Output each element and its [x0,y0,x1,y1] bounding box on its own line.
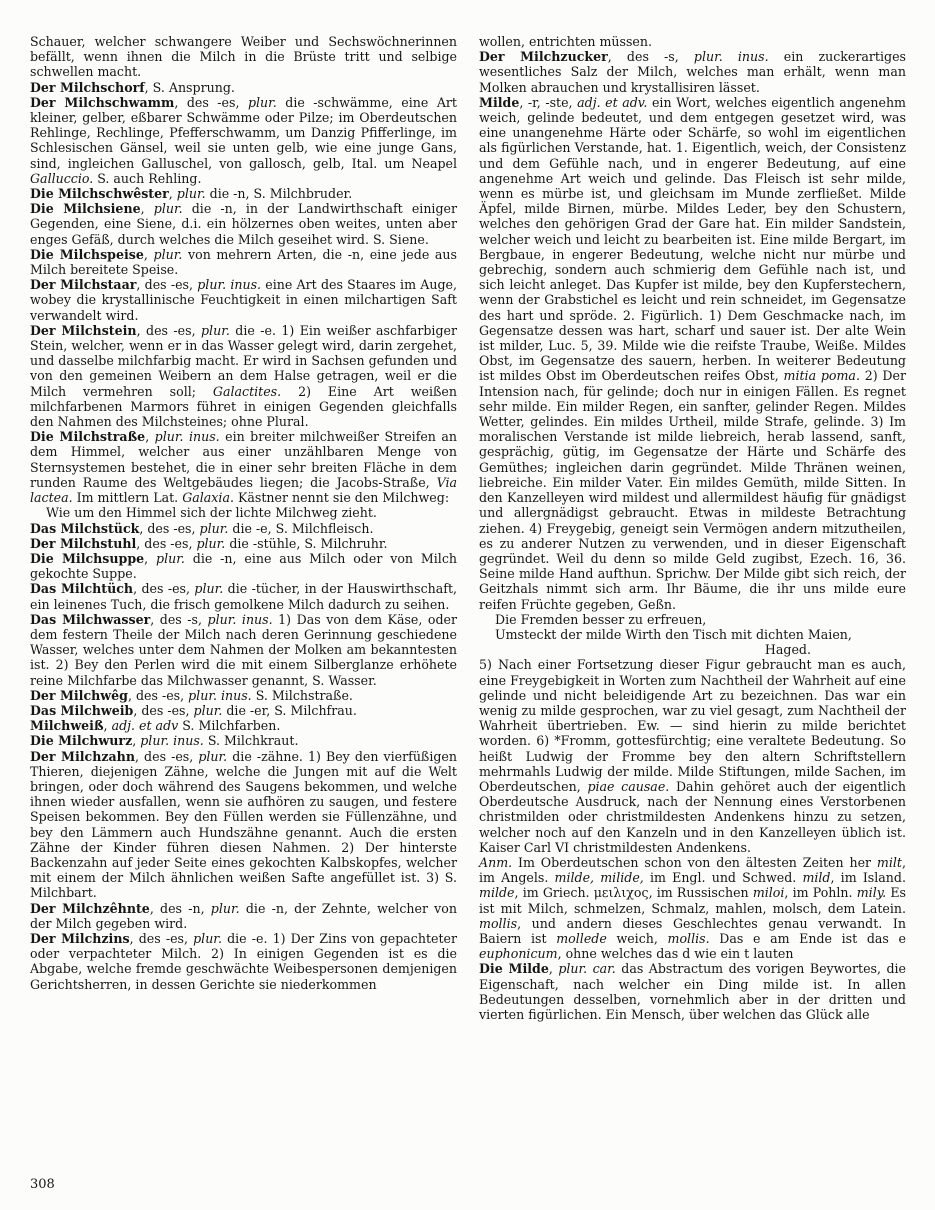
entry-milchweib [30,703,457,718]
text-run: 5) Nach einer Fortsetzung dieser Figur gebraucht man es auch, eine Freygebigkeit in Worten zum Nachtheil der Wahrheit auf eine gelinde und nicht beleidigende Art zu bezeichnen. Das war ein wenig zu milde gesprochen, war zu viel gesagt, zum Nachtheil der Wahrheit übertrieben. Ew. — sind hierin zu milde berichtet worden. 6) *Fromm, gottesfürchtig; eine veraltete Bedeutung. So heißt Ludwig der Fromme bey den altern Schriftstellern mehrmahls Ludwig der milde. Milde Stiftungen, milde Sachen, im Oberdeutschen, [479,657,906,794]
anmerkung-milde [479,855,906,961]
text-run: Das Milchstück [30,520,140,536]
text-run: plur. inus. [197,277,262,293]
text-run: plur. inus. [154,429,220,445]
text-run: , S. Ansprung. [144,79,235,95]
text-run: die -stühle, S. Milchruhr. [225,535,388,551]
text-run: , des -es, [139,520,200,536]
page-number: 308 [30,1177,55,1192]
text-run: , des -es, [174,94,248,110]
text-run: , des -s, [150,611,208,627]
text-run: eine Art des Staares im Auge, wobey die krystallinische Feuchtigkeit in einen milchartigen Saft verwandelt wird. [30,277,457,323]
text-run: , im Griech. μειλιχος, im Russischen [514,885,753,901]
entry-milchspeise [30,247,457,277]
para-continuation-wollen [479,34,906,49]
text-run: , ohne welches das d wie ein t lauten [557,946,794,962]
text-run: im Engl. und Schwed. [643,870,803,886]
text-run: Der Milchwêg [30,687,128,703]
entry-die-milde [479,961,906,1022]
entry-milchstein [30,323,457,429]
right-column [479,34,906,1022]
text-run: Das Milchtüch [30,581,134,597]
text-run: ein breiter milchweißer Streifen an dem Himmel, welcher aus einer unzählbaren Menge von Sternsystemen bestehet, die in einer sehr breiten Fläche in dem runden Raume des Weltgebäudes liegen; die Jacobs-Straße, [30,429,457,490]
text-run: milt [876,854,902,870]
text-run: Wie um den Himmel sich der lichte Milchweg zieht. [46,505,377,521]
text-run: Dahin gehöret auch der eigentlich Oberdeutsche Ausdruck, nach der Nennung eines Verstorbenen christmilden oder christmildesten Andenkens hinzu zu setzen, welcher noch auf den Kanzeln und in den Kanzelleyen üblich ist. Kaiser Carl VI christmildesten Andenkens. [479,778,907,855]
text-run: , des -s, [607,49,694,65]
text-run: miloi [752,885,785,901]
text-run: Das Milchwasser [30,611,151,627]
text-run: Das e am Ende ist das e [709,930,906,946]
entry-milchschorf [30,80,457,95]
verse-milchweg [30,505,457,520]
text-run: Es ist mit Milch, schmelzen, Schmalz, mahlen, molsch, dem Latein. [479,885,907,916]
text-run: Der Milchzucker [479,49,608,65]
text-run: , [132,733,141,749]
entry-milchschwamm [30,95,457,186]
text-run: Der Milchzins [30,930,130,946]
text-run: Der Milchzahn [30,748,135,764]
text-run: euphonicum [479,946,558,962]
text-run: plur. [198,748,228,764]
text-run: milde, milide, [554,870,644,886]
text-run: Galluccio. [30,170,94,186]
text-run: , [144,550,157,566]
text-run: Galactites. [212,383,282,399]
text-run: plur. [194,581,224,597]
text-run: die -er, S. Milchfrau. [222,702,357,718]
verse-attribution [479,642,906,657]
text-run: Milde [479,94,520,110]
entry-milchtuch [30,581,457,611]
text-run: ein zuckerartiges wesentliches Salz der Milch, welches man erhält, wenn man Molken abrauchen und krystallisiren lässet. [479,49,906,95]
text-columns [30,34,907,1022]
verse-line-1 [479,612,906,627]
text-run: die -schwämme, eine Art kleiner, gelber, eßbarer Schwämme oder Pilze; im Oberdeutschen Rehlinge, Rechlinge, Pfefferschwamm, um Danzig Pfifferlinge, im Schlesischen Gänsel, weil sie unten gelb, wie eine junge Gans, sind, ingleichen Galluschel, von gallosch, gelb, Ital. um Neapel [30,94,457,171]
entry-milchweg [30,688,457,703]
verse-line-2 [479,627,906,642]
text-run: plur. [210,900,240,916]
entry-milchwasser [30,612,457,688]
text-run: , [145,429,155,445]
text-run: Die Milchsuppe [30,550,145,566]
text-run: , und andern dieses Geschlechtes genau verwandt. In Baiern ist [479,915,906,946]
text-run: , des -es, [133,581,195,597]
text-run: wollen, entrichten müssen. [479,34,652,49]
text-run: S. Milchstraße. [251,687,353,703]
text-run: , des -es, [129,930,194,946]
text-run: plur. [156,550,185,566]
text-run: mild [802,870,831,886]
text-run: plur. inus. [207,611,273,627]
text-run: Schauer, welcher schwangere Weiber und Sechswöchnerinnen befällt, wenn ihnen die Milch in die Brüste tritt und selbige schwellen macht. [30,34,457,80]
text-run: Der Milchzêhnte [30,900,150,916]
text-run: 2) Eine Art weißen milchfarbenen Marmors führet in einigen Gegenden gleichfalls den Nahmen des Milchsteines; ohne Plural. [30,383,457,430]
text-run: plur. [201,322,230,338]
text-run: 2) Der Intension nach, für gelinde; doch nur in einigen Fällen. Es regnet sehr milde. Ein milder Regen, ein sanfter, gelinder Regen. Mildes Wetter, gelindes. Ein mildes Urtheil, milde Strafe, gelinde. 3) Im moralischen Verstande ist milde liebreich, herab lassend, sanft, gesprächig, gütig, im Gegensatze der Härte und Schärfe des Gemüthes; ingleichen darin gegründet. Milde Thränen weinen, liebreiche. Ein milder Vater. Ein mildes Gemüth, milde Sitten. In den Kanzelleyen wird mildest und allermildest häufig für gnädigst und allergnädigst gebraucht. Etwas in mildeste Betrachtung ziehen. 4) Freygebig, geneigt sein Vermögen andern mitzutheilen, es zu anderer Nutzen zu verwenden, und in dieser Eigenschaft gegründet. Weil du denn so milde Geld zugibst, Ezech. 16, 36. Seine milde Hand aufthun. Sprichw. Der Milde gibt sich reich, der Geitzhals nimmt sich arm. Ihr Bäume, die ihr uns milde eure reifen Früchte gegeben, Geßn. [479,368,906,612]
text-run: die -e, S. Milchfleisch. [228,520,374,536]
entry-milchzehnte [30,901,457,931]
entry-milchstuhl [30,536,457,551]
text-run: Die Milchschwêster [30,186,169,202]
text-run: , [140,201,154,217]
text-run: mily. [856,885,887,901]
text-run: Umsteckt der milde Wirth den Tisch mit dichten Maien, [495,626,852,642]
text-run: Via lactea. [30,474,457,506]
text-run: Haged. [764,642,811,658]
text-run: von mehrern Arten, die -n, eine jede aus Milch bereitete Speise. [30,246,457,278]
text-run: die -e. 1) Ein weißer aschfarbiger Stein, welcher, wenn er in das Wasser gelegt wird, darin zergehet, und dasselbe milchfarbig macht. Er wird in Sachsen gefunden und von den gemeinen Weibern an dem Halse getragen, weil er die Milch vermehren soll; [30,322,457,399]
text-run: , im Pohln. [784,885,857,901]
entry-milchstrasse [30,429,457,505]
entry-milchsuppe [30,551,457,581]
text-run: , [103,718,112,734]
text-run: Galaxia. [182,490,234,506]
text-run: ein Wort, welches eigentlich angenehm weich, gelinde bedeutet, und dem entgegen gesetzet wird, was eine unangenehme Härte oder Schärfe, so wohl im eigentlichen als figürlichen Verstande, hat. 1. Eigentlich, weich, der Consistenz und dem Gefühle nach, und in engerer Bedeutung, auf eine angenehme Art weich und gelinde. Das Fleisch ist sehr milde, wenn es mürbe ist, und gleichsam im Munde zerfließet. Milde Äpfel, milde Birnen, mürbe. Mildes Leder, bey den Schustern, welches den gehörigen Grad der Gare hat. Ein milder Sandstein, welcher weich und leicht zu bearbeiten ist. Eine milde Bergart, im Bergbaue, in engerer Bedeutung, welche nicht nur mürbe und gebrechig, sondern auch schmierig dem Gefühle nach ist, und sich leicht anleget. Das Kupfer ist milde, bey den Kupferstechern, wenn der Grabstichel es leicht und rein schneidet, im Gegensatze des hart und spröde. 2. Figürlich. 1) Dem Geschmacke nach, im Gegensatze dessen was hart, scharf und sauer ist. Der alte Wein ist milder, Luc. 5, 39. Milde wie die reifste Traube, Weiße. Mildes Obst, im Gegensatze des sauern, herben. In weiterer Bedeutung ist mildes Obst im Oberdeutschen reifes Obst, [479,94,906,384]
text-run: , des -es, [134,748,199,764]
text-run: piae causae. [587,778,670,794]
text-run: S. Milchfarben. [178,718,281,734]
text-run: S. auch Rehling. [93,170,202,186]
text-run: Die Milde [479,961,549,977]
text-run: , des -n, [149,900,211,916]
text-run: mollis. [667,930,710,946]
text-run: milde [479,885,515,901]
text-run: plur. [193,702,223,718]
text-run: plur. car. [558,961,616,977]
text-run: Anm. [479,854,513,870]
text-run: , des -es, [133,702,194,718]
text-run: Die Milchspeise [30,246,144,262]
text-run: Die Milchsiene [30,201,141,217]
text-run: Die Fremden besser zu erfreuen, [495,611,707,627]
text-run: die -tücher, in der Hauswirthschaft, ein leinenes Tuch, die frisch gemolkene Milch dadurch zu seihen. [30,581,458,612]
text-run: plur. [153,201,183,217]
text-run: mollis [479,915,518,931]
text-run: weich, [606,930,668,946]
text-run: das Abstractum des vorigen Beywortes, die Eigenschaft, nach welcher ein Ding milde ist. In allen Bedeutungen desselben, vornehmlich aber in der dritten und vierten figürlichen. Ein Mensch, über welchen das Glück alle [479,961,906,1022]
text-run: Kästner nennt sie den Milchweg: [233,490,450,506]
text-run: , [548,961,559,977]
text-run: mollede [556,930,607,946]
text-run: plur. [196,535,226,551]
para-continuation-schauer [30,34,457,80]
text-run: , im Angels. [479,854,906,886]
entry-milchsiene [30,201,457,247]
text-run: Im mittlern Lat. [72,490,183,506]
text-run: die -n, der Zehnte, welcher von der Milch gegeben wird. [30,900,457,931]
text-run: Das Milchweib [30,702,134,718]
text-run: S. Milchkraut. [203,733,299,749]
text-run: plur. inus. [693,49,769,65]
text-run: Die Milchstraße [30,429,146,445]
text-run: Der Milchschorf [30,79,145,95]
text-run: plur. [247,94,277,110]
text-run: Der Milchstein [30,322,137,338]
text-run: Die Milchwurz [30,733,133,749]
text-run: , [143,246,154,262]
text-run: Im Oberdeutschen schon von den ältesten Zeiten her [512,854,877,870]
entry-milchschwester [30,186,457,201]
text-run: , des -es, [127,687,189,703]
text-run: , im Island. [830,870,906,886]
entry-milchzins [30,931,457,992]
text-run: adj. et adv [111,718,179,734]
left-column [30,34,457,1022]
text-run: Milchweiß [30,718,104,734]
entry-milchzahn [30,749,457,901]
text-run: , -r, -ste, [519,94,578,110]
text-run: , des -es, [136,277,198,293]
text-run: mitia poma. [783,368,860,384]
text-run: , [168,186,177,202]
entry-milchstaar [30,277,457,323]
text-run: Der Milchstaar [30,277,137,293]
text-run: , des -es, [136,535,197,551]
text-run: die -n, eine aus Milch oder von Milch gekochte Suppe. [30,550,457,582]
entry-milchweiss [30,718,457,733]
text-run: die -zähne. 1) Bey den vierfüßigen Thieren, diejenigen Zähne, welche die Jungen mit auf die Welt bringen, oder doch während des Saugens bekommen, und welche ihnen wieder ausfallen, wenn sie aufhören zu saugen, und festere Speisen bekommen. Bey den Füllen werden sie Füllenzähne, und bey den Lämmern auch Hundszähne genannt. Auch die ersten Zähne der Kinder führen diesen Nahmen. 2) Der hinterste Backenzahn auf jeder Seite eines gekochten Kalbskopfes, welcher mit einem der Milch ähnlichen weißen Safte angefüllet ist. 3) S. Milchbart. [30,748,457,901]
text-run: plur. [176,186,206,202]
text-run: die -n, in der Landwirthschaft einiger Gegenden, eine Siene, d.i. ein hölzernes oben weites, unten aber enges Gefäß, durch welches die Milch geseihet wird. S. Siene. [30,201,457,247]
entry-milde-adj-continued [479,657,906,855]
text-run: plur. [193,930,222,946]
text-run: Der Milchstuhl [30,535,137,551]
text-run: adj. et adv. [577,94,648,110]
text-run: die -e. 1) Der Zins von gepachteter oder verpachteter Milch. 2) In einigen Gegenden ist es die Abgabe, welche fremde geschwächte Weibespersonen demjenigen Gerichtsherren, in dessen Gerichte sie niederkommen [30,930,457,992]
entry-milde-adj [479,95,906,612]
text-run: die -n, S. Milchbruder. [205,186,353,202]
text-run: plur. inus. [140,733,204,749]
entry-milchstueck [30,521,457,536]
text-run: plur. inus. [188,687,252,703]
text-run: Der Milchschwamm [30,94,175,110]
entry-milchzucker [479,49,906,95]
text-run: plur. [199,520,229,536]
text-run: plur. [153,246,183,262]
text-run: , des -es, [136,322,201,338]
text-run: 1) Das von dem Käse, oder dem festern Theile der Milch nach deren Gerinnung geschiedene Wasser, welches unter dem Nahmen der Molken am bekanntesten ist. 2) Bey den Perlen wird die mit einem Silberglanze erhöhete reine Milchfarbe das Milchwasser genannt, S. Wasser. [30,611,458,688]
entry-milchwurz [30,733,457,748]
